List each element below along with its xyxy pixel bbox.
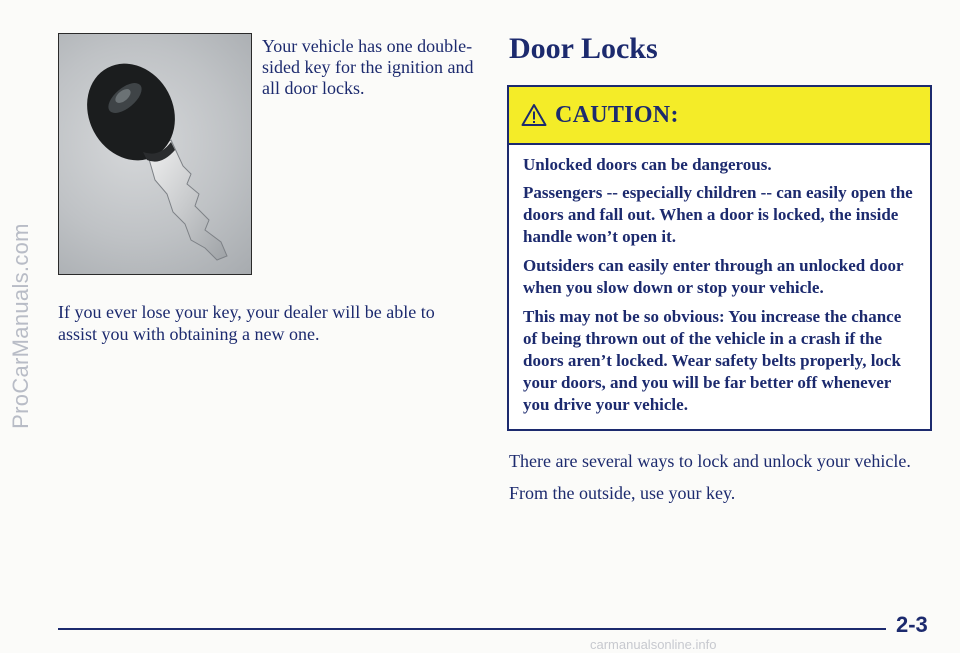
caution-paragraph: Outsiders can easily enter through an unlocked door when you slow down or stop your vehicle. — [523, 256, 904, 297]
warning-triangle-icon — [521, 103, 547, 127]
caution-title: CAUTION: — [555, 101, 679, 128]
lock-methods-text: There are several ways to lock and unlock your vehicle. — [509, 451, 911, 471]
caution-box — [507, 85, 932, 431]
footer-rule — [58, 628, 886, 630]
ignition-key-image — [59, 34, 251, 274]
side-watermark-text: ProCarManuals.com — [8, 223, 33, 429]
outside-key-text: From the outside, use your key. — [509, 483, 736, 503]
caution-paragraph: Passengers -- especially children -- can easily open the doors and fall out. When a door is locked, the inside handle won’t open it. — [523, 183, 913, 246]
caution-header — [509, 87, 930, 145]
side-watermark — [4, 0, 38, 653]
section-title: Door Locks — [509, 32, 658, 65]
caution-paragraph: This may not be so obvious: You increase the chance of being thrown out of the vehicle in a crash if the doors aren’t locked. Wear safety belts properly, lock your doors, and you will be far better off whenever you drive your vehicle. — [523, 307, 902, 414]
page-number: 2-3 — [896, 612, 928, 637]
bottom-watermark: carmanualsonline.info — [590, 637, 717, 652]
caution-paragraph: Unlocked doors can be dangerous. — [523, 155, 772, 174]
caution-body — [509, 145, 930, 416]
key-description: Your vehicle has one double-sided key for the ignition and all door locks. — [262, 36, 474, 98]
lost-key-note: If you ever lose your key, your dealer will be able to assist you with obtaining a new one. — [58, 302, 435, 344]
key-photo — [58, 33, 252, 275]
